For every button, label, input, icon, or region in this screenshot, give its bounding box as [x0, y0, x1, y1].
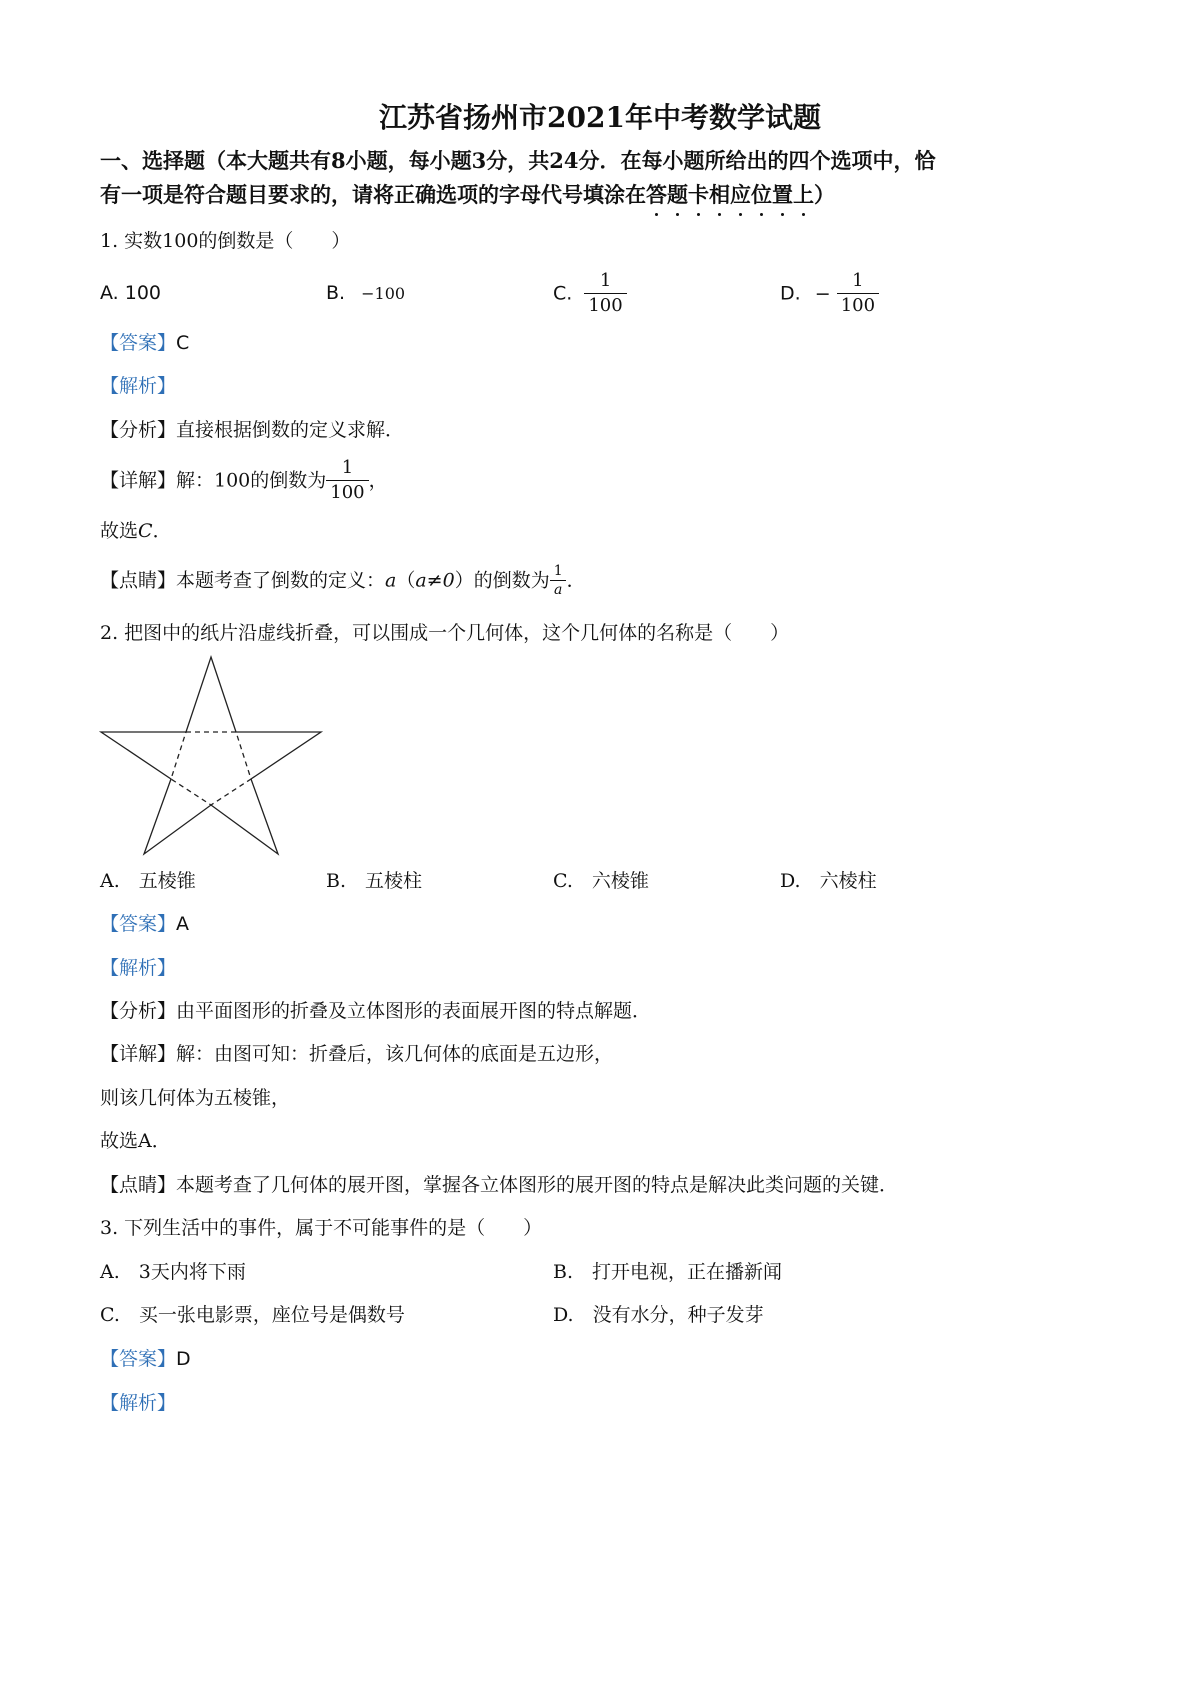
q1-choice-end: ． [152, 520, 172, 542]
q3-jiexi-tag: 【解析】 [100, 1392, 177, 1414]
q1-option-d-sign: − [814, 282, 831, 305]
q1-detail-text: 【详解】解：100的倒数为 [100, 469, 327, 492]
q1-comment-text: 【点睛】本题考查了倒数的定义： [100, 569, 386, 592]
q1-comment-end: ． [566, 569, 586, 592]
q1-option-c-label: C. [553, 282, 573, 305]
q1-detail-end: ， [368, 469, 388, 492]
emphasized-char: 应 [730, 180, 751, 210]
q1-analysis: 【分析】直接根据倒数的定义求解． [100, 419, 405, 441]
emphasized-char: 位 [751, 180, 772, 210]
answer-value: C [176, 332, 190, 354]
emphasized-char: 卡 [688, 180, 709, 210]
section-heading-line2-end: ） [814, 182, 835, 207]
q3-option-d: D. 没有水分，种子发芽 [553, 1304, 764, 1326]
section-heading-line2-text: 有一项是符合题目要求的，请将正确选项的字母代号填涂在 [100, 182, 646, 207]
q3-option-c: C. 买一张电影票，座位号是偶数号 [100, 1304, 405, 1326]
emphasized-char: 相 [709, 180, 730, 210]
q2-analysis: 【分析】由平面图形的折叠及立体图形的表面展开图的特点解题． [100, 1000, 652, 1022]
q2-option-b: B. 五棱柱 [326, 870, 423, 892]
q1-choice-text: 故选 [100, 520, 139, 542]
section-heading-line1: 一、选择题（本大题共有8小题，每小题3分，共24分．在每小题所给出的四个选项中，恰 [100, 148, 936, 173]
fold-lines [171, 732, 251, 805]
fraction-numerator: 1 [599, 270, 612, 291]
q1-comment-fraction [550, 563, 567, 598]
page-title: 江苏省扬州市2021年中考数学试题 [379, 101, 821, 134]
q1-comment [100, 563, 586, 598]
q1-option-d [780, 270, 879, 317]
q1-comment-paren-open: （ [396, 569, 416, 592]
q2-stem: 2. 把图中的纸片沿虚线折叠，可以围成一个几何体，这个几何体的名称是（ ） [100, 622, 790, 644]
fraction-numerator: 1 [852, 270, 864, 291]
q2-option-a: A. 五棱锥 [100, 870, 196, 892]
emphasized-char: 答 [646, 180, 667, 210]
q2-answer [100, 911, 189, 937]
emphasized-char: 置 [772, 180, 793, 210]
answer-tag: 【答案】 [100, 332, 177, 354]
emphasized-char: 题 [667, 180, 688, 210]
q1-comment-var: a [385, 569, 397, 592]
q1-comment-mid: ）的倒数为 [454, 569, 550, 592]
q3-stem: 3. 下列生活中的事件，属于不可能事件的是（ ） [100, 1217, 543, 1239]
q2-option-c: C. 六棱锥 [553, 870, 649, 892]
folded-star-figure [95, 650, 335, 860]
q2-comment: 【点睛】本题考查了几何体的展开图，掌握各立体图形的展开图的特点是解决此类问题的关键． [100, 1174, 899, 1196]
answer-tag: 【答案】 [100, 1348, 177, 1370]
q1-jiexi-tag: 【解析】 [100, 375, 177, 397]
q1-option-c-fraction [584, 270, 626, 317]
q2-detail-line2: 则该几何体为五棱锥， [100, 1087, 291, 1109]
q1-detail [100, 457, 388, 504]
q3-answer [100, 1346, 191, 1372]
q2-jiexi-tag: 【解析】 [100, 957, 177, 979]
q1-choice [100, 518, 172, 544]
fraction-denominator: 100 [584, 293, 626, 317]
q3-option-a: A. 3天内将下雨 [100, 1261, 246, 1283]
q1-stem: 1. 实数100的倒数是（ ） [100, 230, 351, 252]
q2-detail: 【详解】解：由图可知：折叠后，该几何体的底面是五边形， [100, 1043, 614, 1065]
answer-tag: 【答案】 [100, 913, 177, 935]
star-outline [101, 657, 321, 854]
q1-option-b [326, 280, 405, 307]
q2-option-d: D. 六棱柱 [780, 870, 877, 892]
q1-comment-condition: a≠0 [415, 569, 455, 592]
fraction-numerator: 1 [553, 563, 563, 579]
section-heading-line2 [100, 180, 835, 210]
q1-detail-fraction [326, 457, 368, 504]
fraction-denominator: 100 [326, 480, 368, 504]
answer-value: A [176, 913, 190, 935]
q1-option-d-label: D. [780, 282, 801, 305]
fraction-denominator: a [550, 580, 566, 598]
fraction-numerator: 1 [341, 457, 354, 478]
emphasized-char: 上 [793, 180, 814, 210]
q1-option-d-fraction [837, 270, 879, 317]
q1-option-b-label: B. [326, 282, 346, 304]
q3-option-b: B. 打开电视，正在播新闻 [553, 1261, 783, 1283]
answer-value: D [176, 1348, 191, 1370]
q1-option-b-value: −100 [361, 284, 406, 303]
q1-option-c [553, 270, 627, 317]
q1-answer [100, 330, 189, 356]
q1-option-a: A. 100 [100, 282, 162, 304]
q1-choice-value: C [138, 520, 153, 542]
emphasized-text [646, 182, 814, 207]
fraction-denominator: 100 [837, 293, 879, 317]
q2-choice: 故选A． [100, 1130, 171, 1152]
